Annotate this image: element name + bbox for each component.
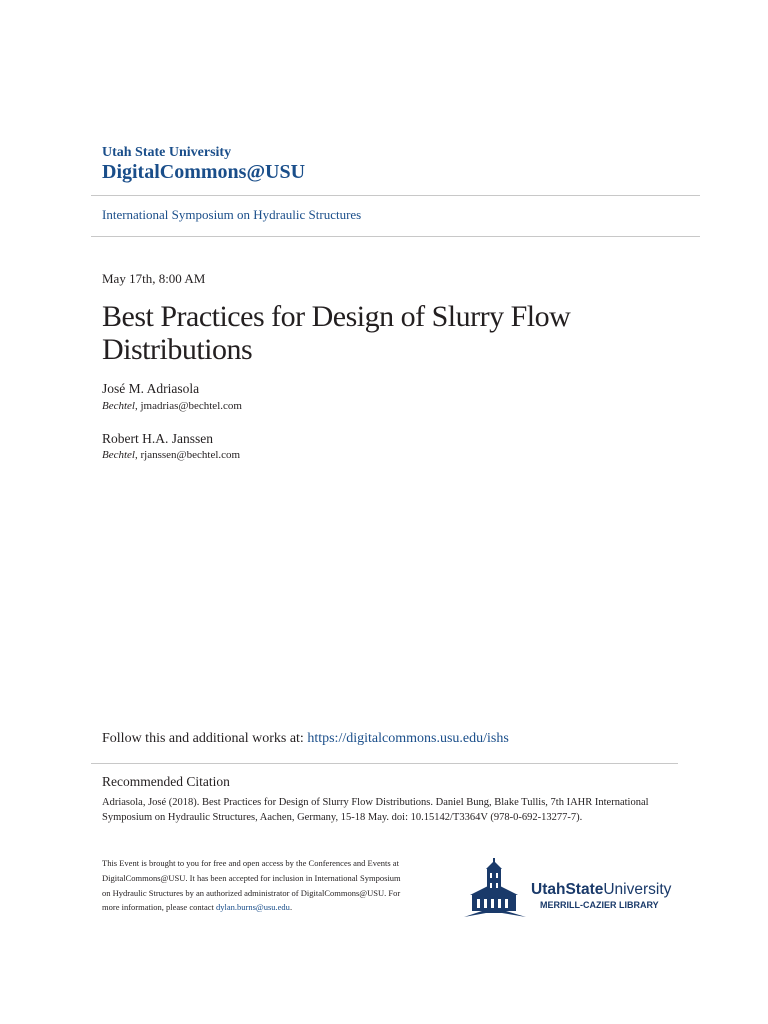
institution-name: Utah State University xyxy=(102,145,232,160)
follow-line xyxy=(102,731,509,747)
access-notice xyxy=(102,856,402,915)
divider xyxy=(91,195,700,196)
series-link[interactable]: International Symposium on Hydraulic Structures xyxy=(102,207,362,222)
notice-text: This Event is brought to you for free and open access by the Conferences and Events at DigitalCommons@USU. It has been accepted for inclusion in International Symposium on Hydraulic Structures by an authorized administrator of DigitalCommons@USU. For more information, please contact xyxy=(102,858,401,913)
logo-regular: University xyxy=(603,881,672,898)
notice-end: . xyxy=(289,902,293,913)
collection-link[interactable]: https://digitalcommons.usu.edu/ishs xyxy=(307,731,509,746)
contact-email-link[interactable]: dylan.burns@usu.edu xyxy=(216,902,290,913)
citation-text: Adriasola, José (2018). Best Practices for Design of Slurry Flow Distributions. Daniel Bung, Blake Tullis, 7th IAHR International Symposium on Hydraulic Structures, Aachen, Germany, 15-18 May. doi: 10.15142/T3364V (978-0-692-13277-7). xyxy=(102,797,649,823)
event-date: May 17th, 8:00 AM xyxy=(102,271,206,286)
library-logo-subtitle: MERRILL-CAZIER LIBRARY xyxy=(540,900,659,910)
affiliation-org: Bechtel xyxy=(102,449,135,461)
author-affiliation xyxy=(102,400,242,412)
divider xyxy=(91,236,700,237)
follow-text: Follow this and additional works at: xyxy=(102,731,308,746)
author-email: , rjanssen@bechtel.com xyxy=(134,449,241,461)
author-name: Robert H.A. Janssen xyxy=(102,431,213,446)
page-title: Best Practices for Design of Slurry Flow Distributions xyxy=(102,300,571,366)
site-name-link[interactable]: DigitalCommons@USU xyxy=(102,161,306,183)
author-email: , jmadrias@bechtel.com xyxy=(134,400,242,412)
divider xyxy=(91,763,678,764)
citation-heading: Recommended Citation xyxy=(102,774,230,789)
library-logo-wordmark xyxy=(531,881,671,899)
author-name: José M. Adriasola xyxy=(102,381,200,396)
affiliation-org: Bechtel xyxy=(102,400,135,412)
logo-bold: UtahState xyxy=(531,881,604,898)
author-affiliation xyxy=(102,449,240,461)
